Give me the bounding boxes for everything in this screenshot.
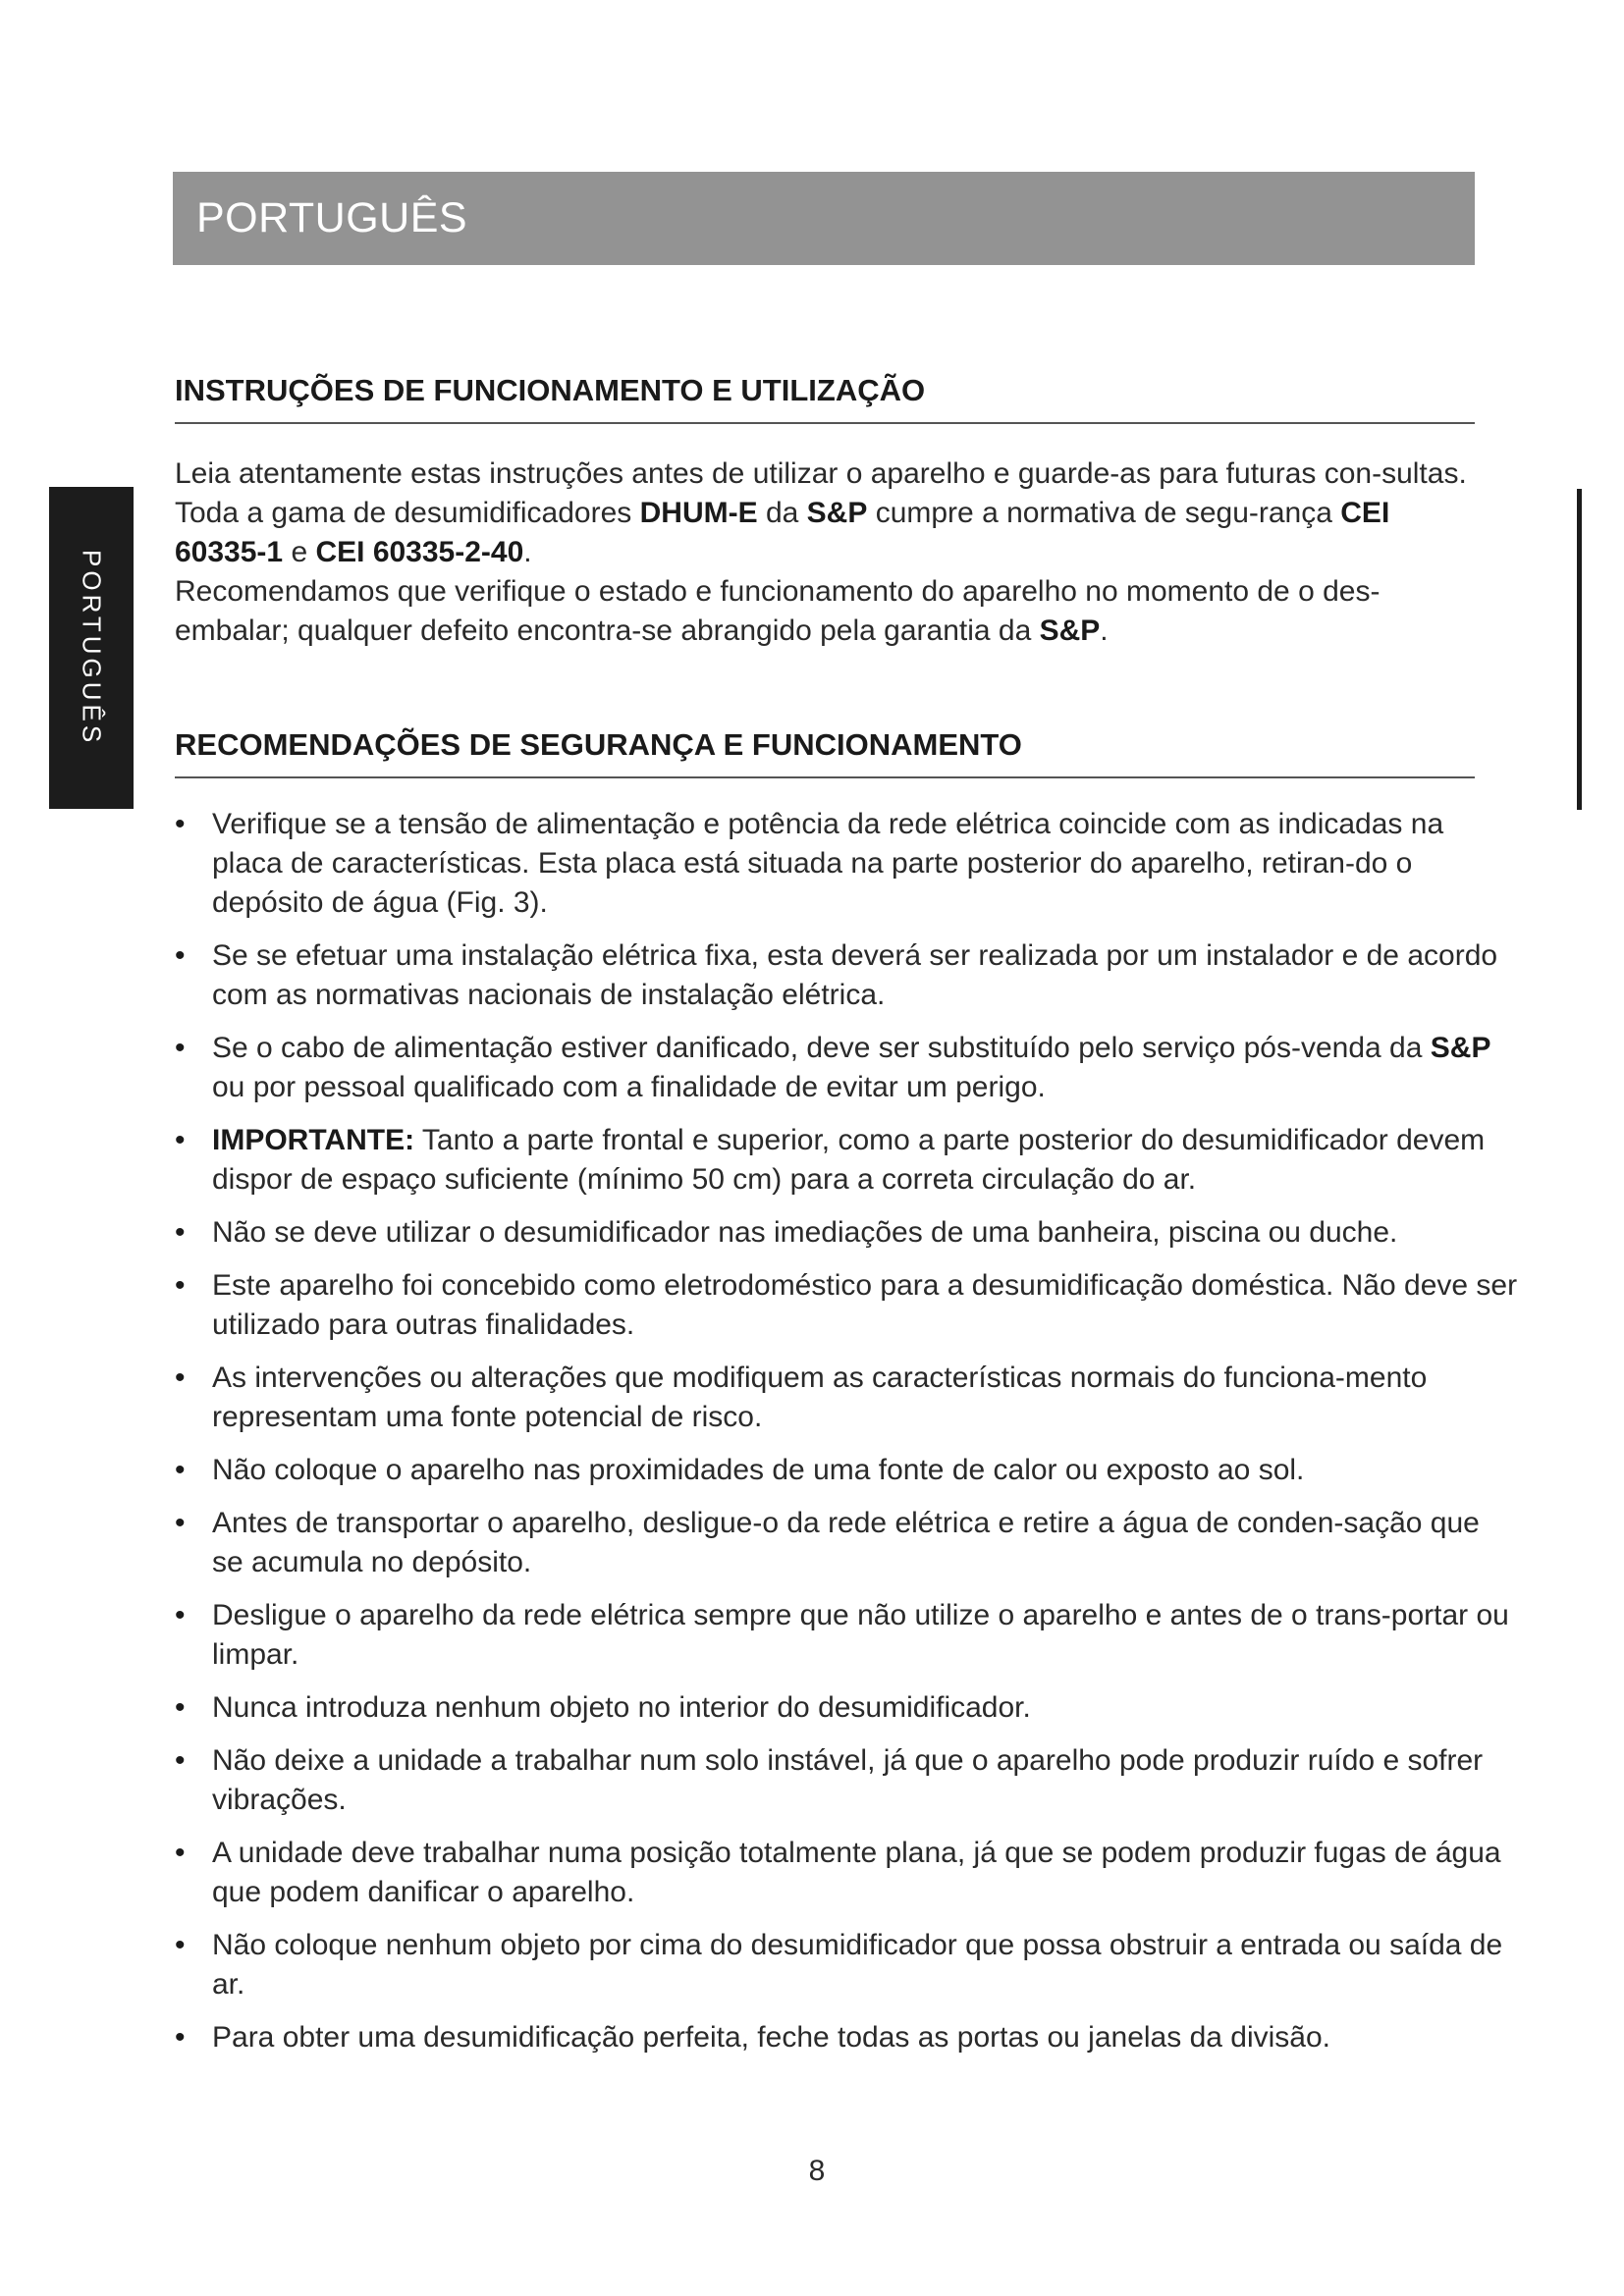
list-item: • Não coloque nenhum objeto por cima do desumidificador que possa obstruir a entrada ou saída de ar. xyxy=(175,1926,1518,2004)
safety-bullet-list xyxy=(175,805,1518,2071)
language-side-tab xyxy=(49,487,134,809)
page-number: 8 xyxy=(808,2155,826,2187)
list-item: • Verifique se a tensão de alimentação e potência da rede elétrica coincide com as indicadas na placa de características. Esta placa está situada na parte posterior do aparelho, retiran-do o depósito de água (Fig. 3). xyxy=(175,805,1518,923)
list-item: • Nunca introduza nenhum objeto no interior do desumidificador. xyxy=(175,1688,1518,1728)
list-item: • A unidade deve trabalhar numa posição totalmente plana, já que se podem produzir fugas de água que podem danificar o aparelho. xyxy=(175,1834,1518,1912)
list-item: • Não coloque o aparelho nas proximidades de uma fonte de calor ou exposto ao sol. xyxy=(175,1451,1518,1490)
section-divider-instructions xyxy=(175,422,1475,424)
list-item: • Antes de transportar o aparelho, desligue-o da rede elétrica e retire a água de conden-sação que se acumula no depósito. xyxy=(175,1504,1518,1582)
section-divider-safety xyxy=(175,776,1475,778)
intro-paragraph-1: Leia atentamente estas instruções antes de utilizar o aparelho e guarde-as para futuras con-sultas. Toda a gama de desumidificadores DHUM-E da S&P cumpre a normativa de segu-rança CEI 60335-1 e CEI 60335-2-40. xyxy=(175,457,1467,568)
intro-paragraph-2: Recomendamos que verifique o estado e funcionamento do aparelho no momento de o des-embalar; qualquer defeito encontra-se abrangido pela garantia da S&P. xyxy=(175,575,1380,647)
list-item: • As intervenções ou alterações que modifiquem as características normais do funciona-mento representam uma fonte potencial de risco. xyxy=(175,1359,1518,1437)
list-item: • Desligue o aparelho da rede elétrica sempre que não utilize o aparelho e antes de o trans-portar ou limpar. xyxy=(175,1596,1518,1675)
list-item: • Se o cabo de alimentação estiver danificado, deve ser substituído pelo serviço pós-venda da S&P ou por pessoal qualificado com a finalidade de evitar um perigo. xyxy=(175,1029,1518,1107)
section-title-safety: RECOMENDAÇÕES DE SEGURANÇA E FUNCIONAMENTO xyxy=(175,727,1022,762)
list-item: • Este aparelho foi concebido como eletrodoméstico para a desumidificação doméstica. Não deve ser utilizado para outras finalidades. xyxy=(175,1266,1518,1345)
list-item: • Para obter uma desumidificação perfeita, feche todas as portas ou janelas da divisão. xyxy=(175,2018,1518,2057)
language-header-title: PORTUGUÊS xyxy=(196,194,468,241)
language-header-bar xyxy=(173,172,1475,265)
list-item: • IMPORTANTE: Tanto a parte frontal e superior, como a parte posterior do desumidificador devem dispor de espaço suficiente (mínimo 50 cm) para a correta circulação do ar. xyxy=(175,1121,1518,1200)
list-item: • Não deixe a unidade a trabalhar num solo instável, já que o aparelho pode produzir ruído e sofrer vibrações. xyxy=(175,1741,1518,1820)
list-item: • Se se efetuar uma instalação elétrica fixa, esta deverá ser realizada por um instalador e de acordo com as normativas nacionais de instalação elétrica. xyxy=(175,936,1518,1015)
section-title-instructions: INSTRUÇÕES DE FUNCIONAMENTO E UTILIZAÇÃO xyxy=(175,373,926,407)
intro-text xyxy=(175,454,1481,651)
side-tab-label: PORTUGUÊS xyxy=(77,549,107,747)
right-edge-marker xyxy=(1577,489,1582,810)
list-item: • Não se deve utilizar o desumidificador nas imediações de uma banheira, piscina ou duche. xyxy=(175,1213,1518,1253)
